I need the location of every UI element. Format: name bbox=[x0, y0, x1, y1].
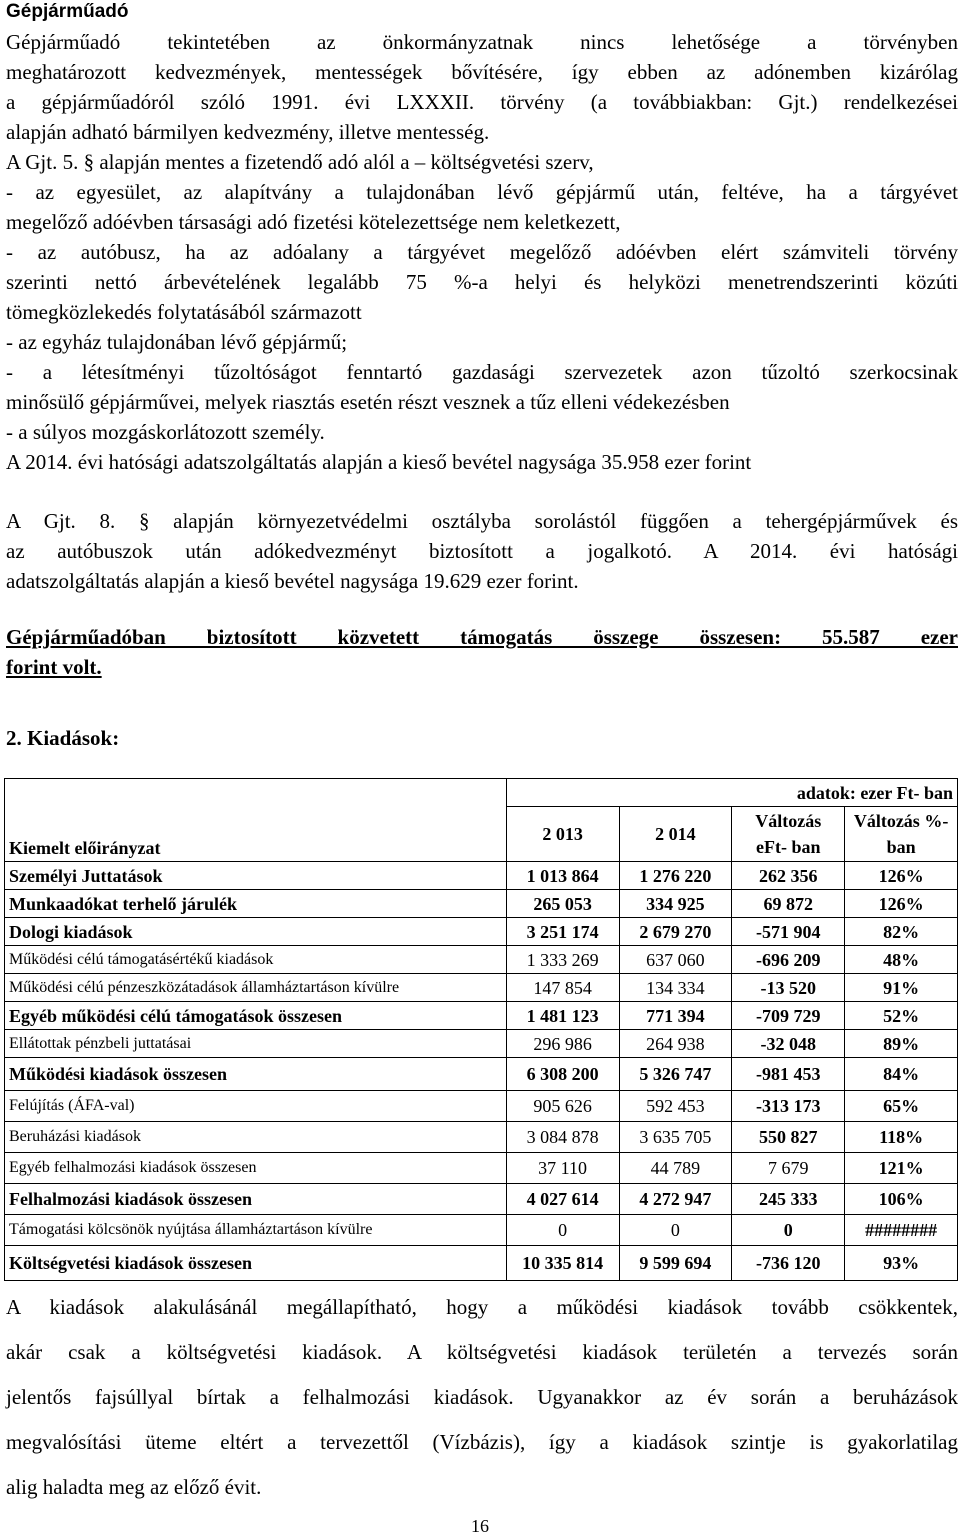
cell-pct: 126% bbox=[845, 862, 958, 890]
closing-line: alig haladta meg az előző évit. bbox=[6, 1475, 262, 1499]
document-page bbox=[6, 0, 958, 753]
header-2014: 2 014 bbox=[619, 807, 732, 862]
cell-diff: -571 904 bbox=[732, 918, 845, 946]
cell-2013: 3 251 174 bbox=[506, 918, 619, 946]
row-label: Támogatási kölcsönök nyújtása államháztartáson kívülre bbox=[5, 1215, 507, 1246]
row-label: Költségvetési kiadások összesen bbox=[5, 1246, 507, 1281]
cell-pct: 118% bbox=[845, 1122, 958, 1153]
closing-line: akár csak a költségvetési kiadások. A költségvetési kiadások területén a tervezés során bbox=[6, 1340, 958, 1364]
cell-diff: -32 048 bbox=[732, 1030, 845, 1058]
exemption-line: - az egyház tulajdonában lévő gépjármű; bbox=[6, 330, 348, 354]
cell-pct: 106% bbox=[845, 1184, 958, 1215]
intro-paragraph bbox=[6, 27, 958, 147]
section-heading-kiadasok: 2. Kiadások: bbox=[6, 726, 120, 750]
table-row bbox=[5, 1002, 958, 1030]
exemption-line: tömegközlekedés folytatásából származott bbox=[6, 300, 362, 324]
cell-2014: 3 635 705 bbox=[619, 1122, 732, 1153]
cell-2014: 2 679 270 bbox=[619, 918, 732, 946]
cell-2013: 6 308 200 bbox=[506, 1058, 619, 1091]
exemption-line: megelőző adóévben társasági adó fizetési kötelezettsége nem keletkezett, bbox=[6, 210, 621, 234]
summary-line: forint volt. bbox=[6, 655, 102, 679]
cell-diff: -696 209 bbox=[732, 946, 845, 974]
cell-2013: 37 110 bbox=[506, 1153, 619, 1184]
cell-2014: 771 394 bbox=[619, 1002, 732, 1030]
cell-2014: 5 326 747 bbox=[619, 1058, 732, 1091]
row-label: Beruházási kiadások bbox=[5, 1122, 507, 1153]
row-label: Felhalmozási kiadások összesen bbox=[5, 1184, 507, 1215]
cell-pct: 89% bbox=[845, 1030, 958, 1058]
row-label: Munkaadókat terhelő járulék bbox=[5, 890, 507, 918]
exemption-line: - az autóbusz, ha az adóalany a tárgyévet megelőző adóévben elért számviteli törvény bbox=[6, 240, 958, 264]
header-change-pct bbox=[845, 807, 958, 862]
exemption-line: - az egyesület, az alapítvány a tulajdonában lévő gépjármű után, feltéve, ha a tárgyévet bbox=[6, 180, 958, 204]
intro-line: meghatározott kedvezmények, mentességek bővítésére, így ebben az adónemben kizárólag bbox=[6, 60, 958, 84]
table-row bbox=[5, 918, 958, 946]
cell-2013: 10 335 814 bbox=[506, 1246, 619, 1281]
row-label: Egyéb felhalmozási kiadások összesen bbox=[5, 1153, 507, 1184]
cell-diff: -13 520 bbox=[732, 974, 845, 1002]
section-title: Gépjárműadó bbox=[6, 1, 129, 22]
summary-line bbox=[6, 622, 958, 652]
cell-diff: 69 872 bbox=[732, 890, 845, 918]
row-label: Dologi kiadások bbox=[5, 918, 507, 946]
cell-diff: -981 453 bbox=[732, 1058, 845, 1091]
cell-diff: 550 827 bbox=[732, 1122, 845, 1153]
table-row bbox=[5, 1091, 958, 1122]
cell-2014: 637 060 bbox=[619, 946, 732, 974]
cell-2013: 4 027 614 bbox=[506, 1184, 619, 1215]
header-change-eft bbox=[732, 807, 845, 862]
cell-diff: 0 bbox=[732, 1215, 845, 1246]
row-label: Felújítás (ÁFA-val) bbox=[5, 1091, 507, 1122]
gjt8-line: adatszolgáltatás alapján a kieső bevétel nagysága 19.629 ezer forint. bbox=[6, 569, 579, 593]
cell-pct: 65% bbox=[845, 1091, 958, 1122]
summary-block bbox=[6, 622, 958, 682]
table-row bbox=[5, 862, 958, 890]
table-row bbox=[5, 1122, 958, 1153]
table-row bbox=[5, 1030, 958, 1058]
intro-line: a gépjárműadóról szóló 1991. évi LXXXII. törvény (a továbbiakban: Gjt.) rendelkezései bbox=[6, 90, 958, 114]
cell-diff: -736 120 bbox=[732, 1246, 845, 1281]
cell-2013: 1 333 269 bbox=[506, 946, 619, 974]
cell-2014: 0 bbox=[619, 1215, 732, 1246]
cell-2013: 1 013 864 bbox=[506, 862, 619, 890]
cell-2013: 905 626 bbox=[506, 1091, 619, 1122]
gjt8-paragraph bbox=[6, 506, 958, 596]
unit-note: adatok: ezer Ft- ban bbox=[506, 779, 957, 807]
header-change-pct-line2: ban bbox=[886, 837, 916, 857]
exemption-line: szerinti nettó árbevételének legalább 75 %-a helyi és helyközi menetrendszerinti közúti bbox=[6, 270, 958, 294]
cell-pct: 121% bbox=[845, 1153, 958, 1184]
row-label: Működési kiadások összesen bbox=[5, 1058, 507, 1091]
cell-2013: 296 986 bbox=[506, 1030, 619, 1058]
table-row bbox=[5, 946, 958, 974]
row-label: Személyi Juttatások bbox=[5, 862, 507, 890]
row-label: Egyéb működési célú támogatások összesen bbox=[5, 1002, 507, 1030]
cell-2014: 264 938 bbox=[619, 1030, 732, 1058]
expenditure-table bbox=[4, 778, 958, 1281]
cell-2013: 0 bbox=[506, 1215, 619, 1246]
cell-2014: 44 789 bbox=[619, 1153, 732, 1184]
cell-diff: 245 333 bbox=[732, 1184, 845, 1215]
row-label: Működési célú támogatásértékű kiadások bbox=[5, 946, 507, 974]
cell-pct: 82% bbox=[845, 918, 958, 946]
cell-2013: 1 481 123 bbox=[506, 1002, 619, 1030]
cell-2014: 334 925 bbox=[619, 890, 732, 918]
cell-diff: -709 729 bbox=[732, 1002, 845, 1030]
gjt5-line: A Gjt. 5. § alapján mentes a fizetendő adó alól a – költségvetési szerv, bbox=[6, 150, 594, 174]
cell-pct: 48% bbox=[845, 946, 958, 974]
header-change-pct-line1: Változás %- bbox=[853, 811, 949, 831]
table-unit-row bbox=[5, 779, 958, 807]
header-label: Kiemelt előirányzat bbox=[5, 807, 507, 862]
cell-2014: 1 276 220 bbox=[619, 862, 732, 890]
intro-line: alapján adható bármilyen kedvezmény, illetve mentesség. bbox=[6, 120, 490, 144]
cell-diff: -313 173 bbox=[732, 1091, 845, 1122]
page-number: 16 bbox=[471, 1516, 489, 1536]
cell-2014: 134 334 bbox=[619, 974, 732, 1002]
exemption-line: - a súlyos mozgáskorlátozott személy. bbox=[6, 420, 325, 444]
table-row bbox=[5, 974, 958, 1002]
exemption-line: - a létesítményi tűzoltóságot fenntartó gazdasági szervezetek azon tűzoltó szerkocsinak bbox=[6, 360, 958, 384]
table-row bbox=[5, 1184, 958, 1215]
summary-text: Gépjárműadóban biztosított közvetett támogatás összege összesen: 55.587 ezer bbox=[6, 625, 958, 649]
cell-2013: 265 053 bbox=[506, 890, 619, 918]
cell-2013: 3 084 878 bbox=[506, 1122, 619, 1153]
cell-2014: 9 599 694 bbox=[619, 1246, 732, 1281]
table-row bbox=[5, 890, 958, 918]
cell-pct: 52% bbox=[845, 1002, 958, 1030]
cell-diff: 262 356 bbox=[732, 862, 845, 890]
row-label: Működési célú pénzeszközátadások államháztartáson kívülre bbox=[5, 974, 507, 1002]
cell-pct: 93% bbox=[845, 1246, 958, 1281]
table-header-row bbox=[5, 807, 958, 862]
table-row bbox=[5, 1215, 958, 1246]
closing-line: A kiadások alakulásánál megállapítható, hogy a működési kiadások tovább csökkentek, bbox=[6, 1295, 958, 1319]
gjt8-line: az autóbuszok után adókedvezményt biztosított a jogalkotó. A 2014. évi hatósági bbox=[6, 539, 958, 563]
table-row bbox=[5, 1058, 958, 1091]
closing-line: megvalósítási üteme eltért a tervezettől (Vízbázis), így a kiadások szintje is gyakorlatilag bbox=[6, 1430, 958, 1454]
intro-line: Gépjárműadó tekintetében az önkormányzatnak nincs lehetősége a törvényben bbox=[6, 30, 958, 54]
row-label: Ellátottak pénzbeli juttatásai bbox=[5, 1030, 507, 1058]
cell-2014: 592 453 bbox=[619, 1091, 732, 1122]
exemption-line: minősülő gépjárművei, melyek riasztás esetén részt vesznek a tűz elleni védekezésben bbox=[6, 390, 730, 414]
gjt5-exemptions bbox=[6, 177, 958, 477]
cell-2014: 4 272 947 bbox=[619, 1184, 732, 1215]
cell-pct: 84% bbox=[845, 1058, 958, 1091]
cell-2013: 147 854 bbox=[506, 974, 619, 1002]
closing-line: jelentős fajsúllyal bírtak a felhalmozási kiadások. Ugyanakkor az év során a beruházások bbox=[6, 1385, 958, 1409]
cell-pct: 91% bbox=[845, 974, 958, 1002]
closing-paragraph bbox=[6, 1285, 958, 1510]
header-2013: 2 013 bbox=[506, 807, 619, 862]
cell-pct: 126% bbox=[845, 890, 958, 918]
cell-diff: 7 679 bbox=[732, 1153, 845, 1184]
cell-pct: ######## bbox=[845, 1215, 958, 1246]
gjt8-line: A Gjt. 8. § alapján környezetvédelmi osztályba sorolástól függően a tehergépjárművek és bbox=[6, 509, 958, 533]
header-change-eft-line1: Változás bbox=[755, 811, 822, 831]
table-row bbox=[5, 1246, 958, 1281]
table-row bbox=[5, 1153, 958, 1184]
revenue-loss-line: A 2014. évi hatósági adatszolgáltatás alapján a kieső bevétel nagysága 35.958 ezer forint bbox=[6, 450, 752, 474]
header-change-eft-line2: eFt- ban bbox=[755, 837, 821, 857]
